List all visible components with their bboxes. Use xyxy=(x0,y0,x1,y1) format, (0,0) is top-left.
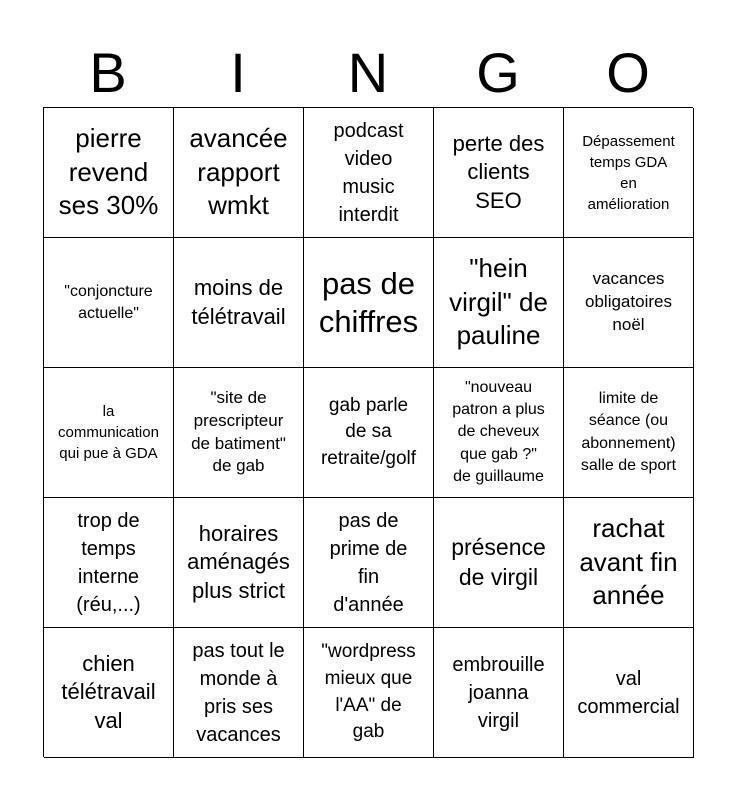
cell-text: pas tout le monde à pris ses vacances xyxy=(192,639,285,746)
bingo-cell[interactable] xyxy=(44,108,174,238)
cell-text: "conjoncture actuelle" xyxy=(64,282,153,322)
cell-text: vacances obligatoires noël xyxy=(585,269,672,334)
cell-text: avancée rapport wmkt xyxy=(189,122,288,221)
header-letter-b: B xyxy=(89,41,127,104)
bingo-cell[interactable] xyxy=(174,628,304,758)
header-letter-g: G xyxy=(476,41,520,104)
bingo-cell[interactable] xyxy=(44,628,174,758)
bingo-grid xyxy=(43,107,693,757)
bingo-cell[interactable] xyxy=(564,498,694,628)
cell-text: "wordpress mieux que l'AA" de gab xyxy=(321,641,416,743)
bingo-cell[interactable] xyxy=(434,368,564,498)
cell-text: pas de chiffres xyxy=(318,265,419,339)
bingo-cell[interactable] xyxy=(304,368,434,498)
bingo-cell[interactable] xyxy=(174,108,304,238)
cell-text: val commercial xyxy=(577,667,680,718)
bingo-cell[interactable] xyxy=(304,108,434,238)
header-letter-n: N xyxy=(347,41,389,104)
cell-text: gab parle de sa retraite/golf xyxy=(320,394,417,469)
cell-text: la communication qui pue à GDA xyxy=(58,403,159,462)
cell-text: pas de prime de fin d'année xyxy=(329,509,408,616)
cell-text: limite de séance (ou abonnement) salle de sport xyxy=(580,389,677,474)
bingo-cell[interactable] xyxy=(44,368,174,498)
bingo-cell[interactable] xyxy=(434,498,564,628)
cell-text: chien télétravail val xyxy=(61,650,156,733)
bingo-cell[interactable] xyxy=(174,498,304,628)
bingo-cell[interactable] xyxy=(44,498,174,628)
cell-text: perte des clients SEO xyxy=(452,130,545,213)
cell-text: présence de virgil xyxy=(451,533,546,590)
bingo-cell[interactable] xyxy=(304,238,434,368)
bingo-cell[interactable] xyxy=(564,238,694,368)
bingo-cell[interactable] xyxy=(564,628,694,758)
bingo-cell[interactable] xyxy=(434,238,564,368)
bingo-cell[interactable] xyxy=(174,368,304,498)
cell-text: podcast video music interdit xyxy=(333,119,404,226)
cell-text: "nouveau patron a plus de cheveux que gab ?" de guillaume xyxy=(452,378,545,486)
cell-text: "hein virgil" de pauline xyxy=(449,252,548,351)
bingo-cell[interactable] xyxy=(434,108,564,238)
header-letter-i: I xyxy=(230,41,246,104)
bingo-cell[interactable] xyxy=(304,628,434,758)
bingo-header xyxy=(43,38,693,108)
cell-text: Dépassement temps GDA en amélioration xyxy=(582,132,675,213)
cell-text: "site de prescripteur de batiment" de gab xyxy=(191,387,286,476)
bingo-cell[interactable] xyxy=(44,238,174,368)
cell-text: embrouille joanna virgil xyxy=(452,653,545,732)
bingo-cell[interactable] xyxy=(174,238,304,368)
bingo-cell[interactable] xyxy=(564,108,694,238)
cell-text: rachat avant fin année xyxy=(579,512,678,611)
bingo-cell[interactable] xyxy=(434,628,564,758)
bingo-cell[interactable] xyxy=(564,368,694,498)
cell-text: trop de temps interne (réu,...) xyxy=(76,509,141,616)
header-letter-o: O xyxy=(606,41,650,104)
cell-text: pierre revend ses 30% xyxy=(58,122,159,221)
cell-text: moins de télétravail xyxy=(191,274,286,329)
cell-text: horaires aménagés plus strict xyxy=(187,520,290,603)
bingo-cell[interactable] xyxy=(304,498,434,628)
